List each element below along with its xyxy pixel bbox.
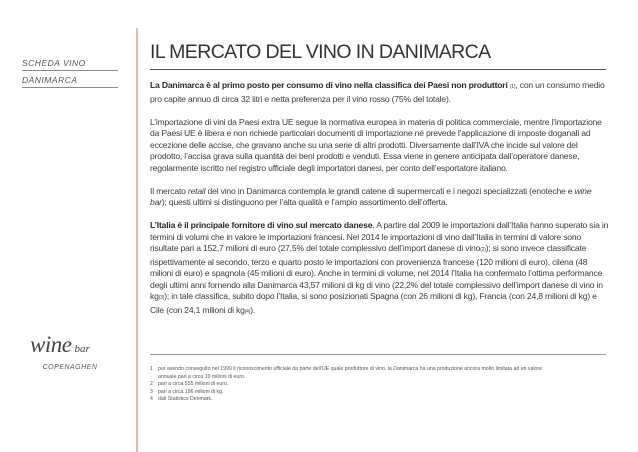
footnote-number: 2 (150, 381, 153, 388)
paragraph-3-italic-retail: retail (187, 185, 206, 196)
paragraph-1-rest: , con un consumo medio pro capite annuo di circa 32 litri e netta preferenza per il vino rosso (75% del totale). (150, 80, 605, 104)
paragraph-3-text-c: ); questi ultimi si distinguono per l’alta qualità e l’ampio assortimento dell’offerta. (161, 197, 448, 207)
footnote-ref-1: (1) (509, 84, 516, 90)
paragraph-3 (150, 186, 610, 209)
footnote-ref-2: (2) (480, 247, 486, 253)
footnote-item (150, 366, 550, 381)
paragraph-4-text-2: ); si sono invece classificate rispettivamente al secondo, terzo e quarto posto le importazioni con provenienza francese (120 milioni di euro), cilena (48 milioni di euro) e spagnola (45 milioni di euro). Anche in termini di volume, nel 2014 l’Italia ha confermato l’ottima performance degli ultimi anni fornendo alla Danimarca 43,57 milioni di kg di vino (22,2% del totale complessivo dell’import danese di vino in kg (150, 243, 603, 301)
footnote-ref-4: (4) (244, 308, 251, 315)
footnote-number: 4 (150, 396, 153, 403)
footnote-text: pari a circa 555 milioni di euro. (158, 381, 229, 388)
paragraph-4 (150, 220, 610, 318)
footnote-rule (150, 354, 606, 355)
paragraph-2: L’importazione di vini da Paesi extra UE segue la normativa europea in materia di politica commerciale, mentre l’importazione da Paesi UE è libera e non richiede particolari documenti di importazione né prevede l’applicazione di imposte doganali ad eccezione delle accise, che gravano anche su una serie di altri prodotti. Diversamente dall’IVA che incide sul valore del prodotto, l’accisa grava sulla quantità dei beni prodotti e venduti. Essa viene in genere anticipata dall’operatore danese, regolarmente iscritto nel registro ufficiale degli importatori danesi, per conto dell’esportatore italiano. (150, 116, 602, 173)
footnote-text: pur avendo conseguito nel 1999 il riconoscimento ufficiale da parte dell’UE quale produttore di vino, la Danimarca ha una produzione ancora molto limitata ad un valore annuale pari a circa 10 milioni di euro. (158, 366, 543, 380)
sidebar-divider (136, 28, 138, 452)
footnotes (150, 366, 550, 404)
footnote-text: dati Statistics Denmark. (158, 396, 213, 403)
title-rule (150, 69, 606, 70)
footnote-item (150, 389, 550, 397)
paragraph-3-text-b: del vino in Danimarca contempla le grandi catene di supermercati e i negozi specializzati (enoteche e (205, 185, 575, 196)
paragraph-3-italic-winebar: wine bar (150, 185, 592, 207)
paragraph-1-bold: La Danimarca è al primo posto per consumo di vino nella classifica dei Paesi non produttori (150, 80, 508, 90)
sidebar-tag-danimarca: DANIMARCA (22, 75, 118, 88)
logo-bar-text: bar (74, 343, 90, 355)
page-title: IL MERCATO DEL VINO IN DANIMARCA (150, 41, 491, 63)
footnote-ref-3: (3) (158, 295, 165, 301)
footnote-item (150, 396, 550, 404)
footnote-text: pari a circa 196 milioni di kg. (158, 388, 224, 395)
wine-bar-logo (30, 332, 110, 358)
paragraph-3-text-a: Il mercato (150, 185, 188, 196)
paragraph-4-bold: L’Italia è il principale fornitore di vino sul mercato danese (150, 220, 373, 230)
paragraph-4-text-4: ). (250, 304, 256, 315)
paragraph-4-text-3: ); in tale classifica, subito dopo l’Italia, si sono posizionati Spagna (con 26 milioni di kg), Francia (con 24,8 milioni di kg) e Cile (con 24,1 milioni di kg (150, 291, 597, 315)
paragraph-1 (150, 80, 610, 105)
paragraph-4-text-1: . A partire dal 2009 le importazioni dall’Italia hanno superato sia in termini di volumi che in valore le importazioni francesi. Nel 2014 le importazioni di vino dall’Italia in termini di valore sono risultate pari a 152,7 milioni di euro (27,5% del totale complessivo dell’import danese di vino (150, 220, 609, 253)
logo-city: COPENAGHEN (42, 364, 98, 371)
sidebar-tag-scheda-vino: SCHEDA VINO (22, 58, 118, 71)
main-text (150, 80, 610, 330)
footnote-number: 3 (150, 388, 153, 395)
logo-wine-text: wine (30, 332, 72, 357)
footnote-number: 1 (150, 366, 153, 372)
footnote-item (150, 381, 550, 389)
